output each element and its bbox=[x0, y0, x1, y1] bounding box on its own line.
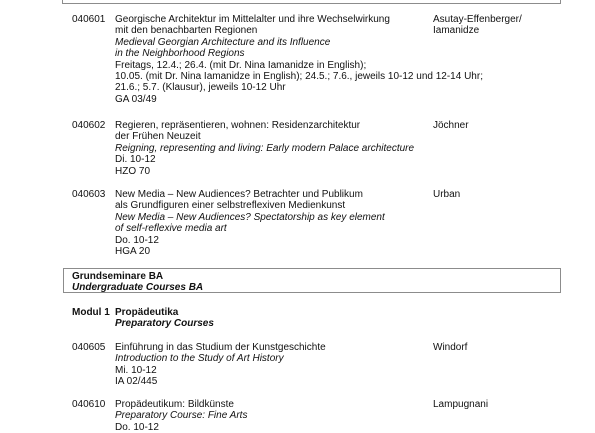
course-schedule: Do. 10-12 bbox=[115, 234, 159, 246]
course-schedule: 10.05. (mit Dr. Nina Iamanidze in English); 24.5.; 7.6., jeweils 10-12 und 12-14 Uhr; bbox=[115, 70, 483, 82]
lecturer-name: Windorf bbox=[433, 342, 468, 353]
course-title-en: Introduction to the Study of Art History bbox=[115, 353, 284, 365]
course-room: HZO 70 bbox=[115, 165, 151, 177]
course-title-de: als Grundfiguren einer selbstreflexiven Medienkunst bbox=[115, 200, 346, 212]
lecturer-name: Lampugnani bbox=[433, 399, 489, 410]
course-title-de: New Media – New Audiences? Betrachter und Publikum bbox=[115, 189, 363, 200]
lecturer-name: Urban bbox=[433, 189, 461, 200]
course-room: HGA 20 bbox=[115, 245, 151, 257]
course-code: 040601 bbox=[72, 14, 106, 25]
lecturer-name: Iamanidze bbox=[433, 25, 480, 37]
previous-section-frame bbox=[62, 0, 561, 4]
course-title-de: der Frühen Neuzeit bbox=[115, 131, 201, 143]
course-lecturer bbox=[433, 120, 553, 131]
course-title-en: in the Neighborhood Regions bbox=[115, 48, 245, 60]
course-title-en: Medieval Georgian Architecture and its Influence bbox=[115, 36, 331, 48]
course-code: 040610 bbox=[72, 399, 106, 410]
module-title-de: Propädeutika bbox=[115, 307, 179, 318]
module-title-en: Preparatory Courses bbox=[115, 318, 214, 330]
module-code: Modul 1 bbox=[72, 307, 110, 318]
course-schedule: Do. 10-12 bbox=[115, 421, 159, 433]
course-code: 040605 bbox=[72, 342, 106, 353]
lecturer-name: Asutay-Effenberger/ bbox=[433, 14, 522, 25]
course-schedule: Di. 10-12 bbox=[115, 154, 156, 166]
course-title-de: Einführung in das Studium der Kunstgeschichte bbox=[115, 342, 326, 353]
course-lecturer bbox=[433, 14, 553, 37]
course-lecturer bbox=[433, 399, 553, 410]
course-title-de: Propädeutikum: Bildkünste bbox=[115, 399, 234, 410]
course-room: IA 02/445 bbox=[115, 376, 158, 388]
course-title-en: Preparatory Course: Fine Arts bbox=[115, 410, 248, 422]
course-schedule: 21.6.; 5.7. (Klausur), jeweils 10-12 Uhr bbox=[115, 82, 286, 94]
lecturer-name: Jöchner bbox=[433, 120, 469, 131]
course-lecturer bbox=[433, 189, 553, 200]
course-code: 040602 bbox=[72, 120, 106, 131]
course-room: GA 03/49 bbox=[115, 93, 157, 105]
course-details bbox=[115, 189, 445, 257]
course-title-en: New Media – New Audiences? Spectatorship as key element bbox=[115, 211, 385, 223]
module-titles bbox=[115, 307, 214, 330]
course-schedule: Freitags, 12.4.; 26.4. (mit Dr. Nina Iamanidze in English); bbox=[115, 59, 367, 71]
section-title-en: Undergraduate Courses BA bbox=[72, 282, 204, 294]
course-code: 040603 bbox=[72, 189, 106, 200]
course-title-de: Georgische Architektur im Mittelalter und ihre Wechselwirkung bbox=[115, 14, 390, 25]
section-header bbox=[63, 268, 561, 293]
course-title-de: Regieren, repräsentieren, wohnen: Residenzarchitektur bbox=[115, 120, 361, 131]
course-schedule: Mi. 10-12 bbox=[115, 364, 157, 376]
course-lecturer bbox=[433, 342, 553, 353]
course-title-en: of self-reflexive media art bbox=[115, 223, 227, 235]
course-details bbox=[115, 342, 445, 388]
course-details bbox=[115, 120, 445, 177]
course-details bbox=[115, 399, 445, 433]
course-title-de: mit den benachbarten Regionen bbox=[115, 25, 258, 37]
course-title-en: Reigning, representing and living: Early modern Palace architecture bbox=[115, 142, 415, 154]
section-title-de: Grundseminare BA bbox=[72, 271, 164, 282]
